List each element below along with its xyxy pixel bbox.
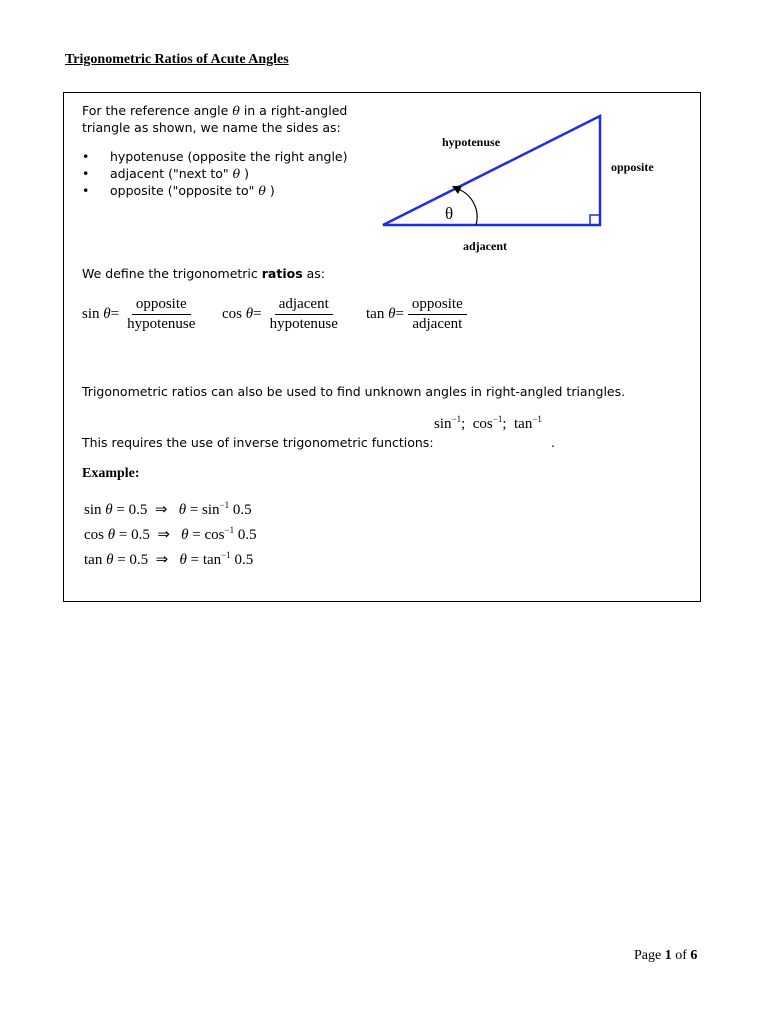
fraction: $\frac{\text{opposite}}{\text{adjacent}}$ (408, 296, 467, 333)
fraction: $\frac{\text{opposite}}{\text{hypotenuse}}$ (127, 296, 196, 332)
definition-sentence: We define the trigonometric ratios as: (82, 266, 326, 281)
angle-arc (458, 189, 477, 225)
inverse-requirement-text: This requires the use of inverse trigonometric functions: (82, 435, 434, 450)
sentence-period: . (551, 435, 555, 450)
side-names-list (82, 148, 348, 199)
list-item: • hypotenuse (opposite the right angle) (82, 149, 348, 164)
cos-ratio: cos θ = $\frac{\text{adjacent}}{\text{hypotenuse}}$ (222, 296, 342, 333)
right-angle-marker (590, 215, 600, 225)
adjacent-label: adjacent (463, 239, 507, 253)
fraction: $\frac{\text{adjacent}}{\text{hypotenuse}}$ (269, 296, 338, 332)
page-title: Trigonometric Ratios of Acute Angles (65, 52, 289, 67)
bullet-icon: • (82, 183, 90, 198)
right-triangle-diagram (380, 108, 680, 258)
tan-ratio: tan θ = $\frac{\text{opposite}}{\text{adjacent}}$ (366, 296, 467, 333)
opposite-label: opposite (611, 160, 654, 174)
example-equation-sin: sin θ = 0.5 ⇒ $\theta = \sin^{-1} 0.5$ (84, 500, 252, 518)
page-number: Page 1 of 6 (634, 948, 698, 963)
angle-label: θ (445, 204, 454, 223)
inverse-functions-list: $\sin^{-1}$; $\cos^{-1}$; $\tan^{-1}$ (434, 414, 542, 432)
intro-text: For the reference angle θ in a right-angled triangle as shown, we name the sides as: (82, 103, 348, 135)
example-heading: Example: (82, 466, 140, 481)
hypotenuse-label: hypotenuse (442, 135, 501, 149)
sin-ratio: sin θ = $\frac{\text{opposite}}{\text{hypotenuse}}$ (82, 296, 199, 333)
bullet-icon: • (82, 166, 90, 181)
bullet-icon: • (82, 149, 90, 164)
theta-symbol: θ (232, 103, 240, 118)
list-item: • adjacent ("next to" θ ) (82, 166, 250, 181)
inverse-intro-text: Trigonometric ratios can also be used to find unknown angles in right-angled triangles. (82, 384, 626, 399)
example-equation-cos: cos θ = 0.5 ⇒ $\theta = \cos^{-1} 0.5$ (84, 525, 257, 543)
triangle-shape (383, 116, 600, 225)
list-item: • opposite ("opposite to" θ ) (82, 183, 275, 198)
example-equation-tan: tan θ = 0.5 ⇒ $\theta = \tan^{-1} 0.5$ (84, 550, 254, 568)
